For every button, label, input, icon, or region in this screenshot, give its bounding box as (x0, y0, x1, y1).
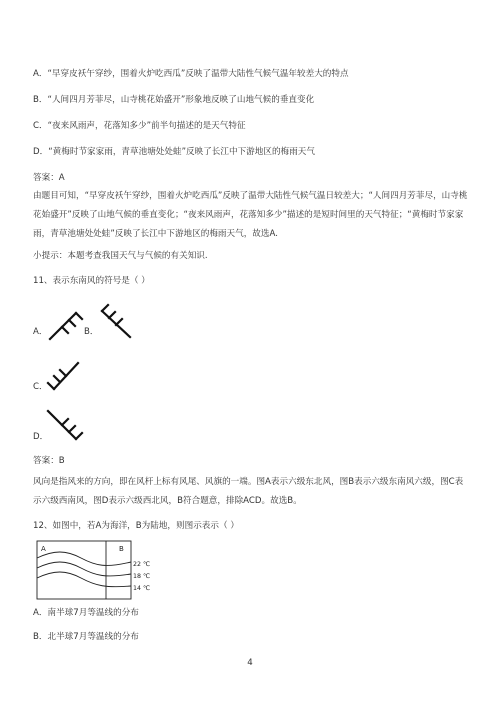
option-d-q10: D．“黄梅时节家家雨，青草池塘处处蛙”反映了长江中下游地区的梅雨天气 (33, 147, 315, 157)
wind-symbol-c-icon (44, 355, 84, 395)
answer-q11: 答案：B (33, 456, 65, 466)
analysis-q10: 由题目可知，“早穿皮袄午穿纱，围着火炉吃西瓜”反映了温带大陆性气候气温日较差大；“人间四月芳菲尽，山寺桃花始盛开”反映了山地气候的垂直变化；“夜来风雨声，花落知多少”描述的是短时间里的天气特征；“黄梅时节家家雨，青草池塘处处蛙”反映了长江中下游地区的梅雨天气，故选A. (33, 191, 468, 239)
q11-label-a: A． (33, 327, 48, 337)
option-a-q10: A．“早穿皮袄午穿纱，围着火炉吃西瓜”反映了温带大陆性气候气温年较差大的特点 (33, 69, 349, 79)
tip-q10: 小提示：本题考查我国天气与气候的有关知识. (33, 251, 208, 261)
q11-label-d: D． (33, 432, 49, 442)
option-a-q12: A．南半球7月等温线的分布 (33, 608, 139, 618)
q11-label-c: C． (33, 382, 48, 392)
option-b-q10: B．“人间四月芳菲尽，山寺桃花始盛开”形象地反映了山地气候的垂直变化 (33, 95, 315, 105)
page-number: 4 (247, 658, 253, 668)
q11-label-b: B． (84, 327, 99, 337)
question-12: 12、如图中，若A为海洋，B为陆地，则图示表示（ ） (33, 521, 239, 531)
isotherm-map (36, 540, 156, 602)
option-c-q10: C．“夜来风雨声，花落知多少”前半句描述的是天气特征 (33, 121, 246, 131)
map-label-b: B (119, 545, 124, 553)
wind-symbol-b-icon (96, 305, 136, 345)
wind-symbol-d-icon (44, 405, 84, 445)
map-label-a: A (41, 545, 46, 553)
wind-symbol-a-icon (44, 305, 84, 345)
option-b-q12: B．北半球7月等温线的分布 (33, 632, 139, 642)
isotherm-18: 18 ℃ (133, 573, 151, 580)
question-11: 11、表示东南风的符号是（ ） (33, 276, 150, 286)
isotherm-22: 22 ℃ (133, 561, 151, 568)
isotherm-14: 14 ℃ (133, 585, 151, 592)
answer-q10: 答案：A (33, 173, 65, 183)
analysis-q11: 风向是指风来的方向，即在风杆上标有风尾、风旗的一端。图A表示六级东北风，图B表示六级东南风六级，图C表示六级西南风，图D表示六级西北风，B符合题意，排除ACD。故选B。 (33, 477, 464, 506)
